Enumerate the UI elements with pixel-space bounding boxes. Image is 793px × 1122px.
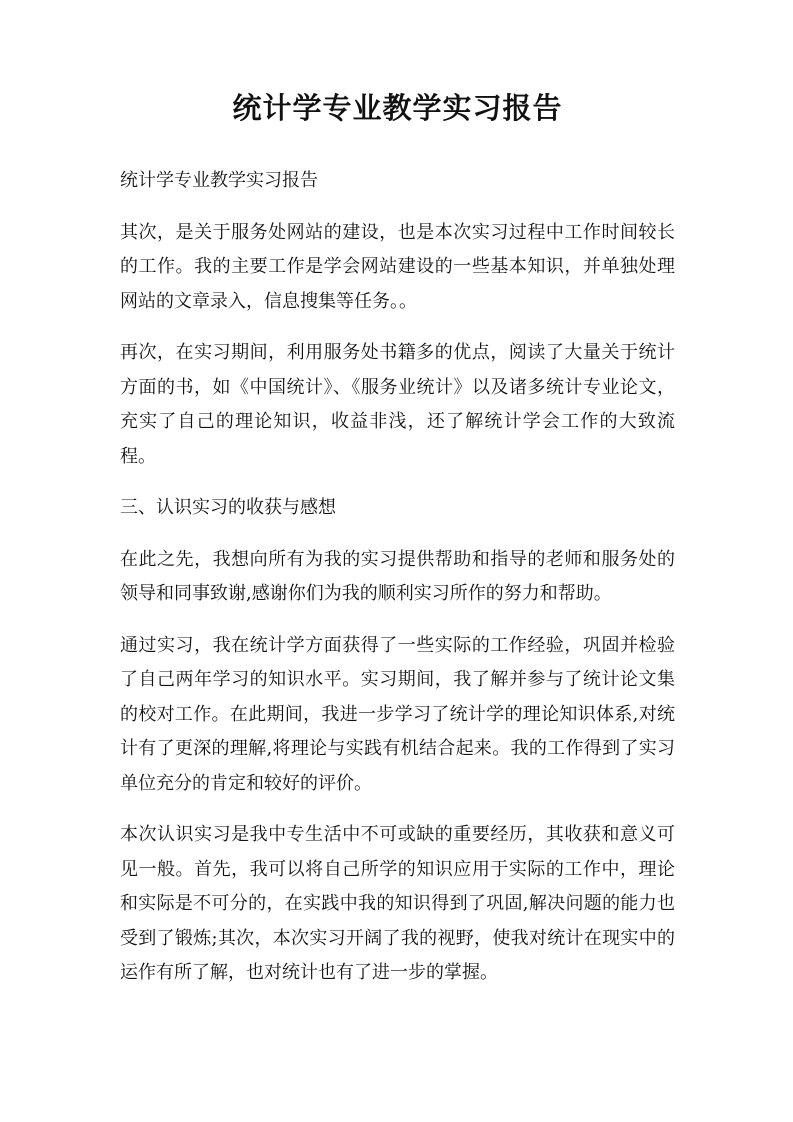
body-paragraph-reading: 再次，在实习期间，利用服务处书籍多的优点，阅读了大量关于统计方面的书，如《中国统计》、《服务业统计》以及诸多统计专业论文，充实了自己的理论知识，收益非浅，还了解统计学会工作的大致流程。 (120, 342, 675, 467)
document-title: 统计学专业教学实习报告 (232, 91, 563, 125)
body-paragraph-thanks: 在此之先，我想向所有为我的实习提供帮助和指导的老师和服务处的领导和同事致谢,感谢你们为我的顺利实习所作的努力和帮助。 (120, 548, 675, 604)
body-paragraph-experience: 通过实习，我在统计学方面获得了一些实际的工作经验，巩固并检验了自己两年学习的知识水平。实习期间，我了解并参与了统计论文集的校对工作。在此期间，我进一步学习了统计学的理论知识体系,对统计有了更深的理解,将理论与实践有机结合起来。我的工作得到了实习单位充分的肯定和较好的评价。 (120, 634, 675, 794)
body-paragraph-significance: 本次认识实习是我中专生活中不可或缺的重要经历，其收获和意义可见一般。首先，我可以将自己所学的知识应用于实际的工作中，理论和实际是不可分的，在实践中我的知识得到了巩固,解决问题的能力也受到了锻炼;其次，本次实习开阔了我的视野，使我对统计在现实中的运作有所了解，也对统计也有了进一步的掌握。 (120, 824, 675, 983)
body-paragraph-website: 其次，是关于服务处网站的建设，也是本次实习过程中工作时间较长的工作。我的主要工作是学会网站建设的一些基本知识，并单独处理网站的文章录入，信息搜集等任务。。 (120, 221, 675, 312)
section-heading: 三、认识实习的收获与感想 (120, 497, 336, 518)
subtitle-paragraph: 统计学专业教学实习报告 (120, 170, 318, 191)
